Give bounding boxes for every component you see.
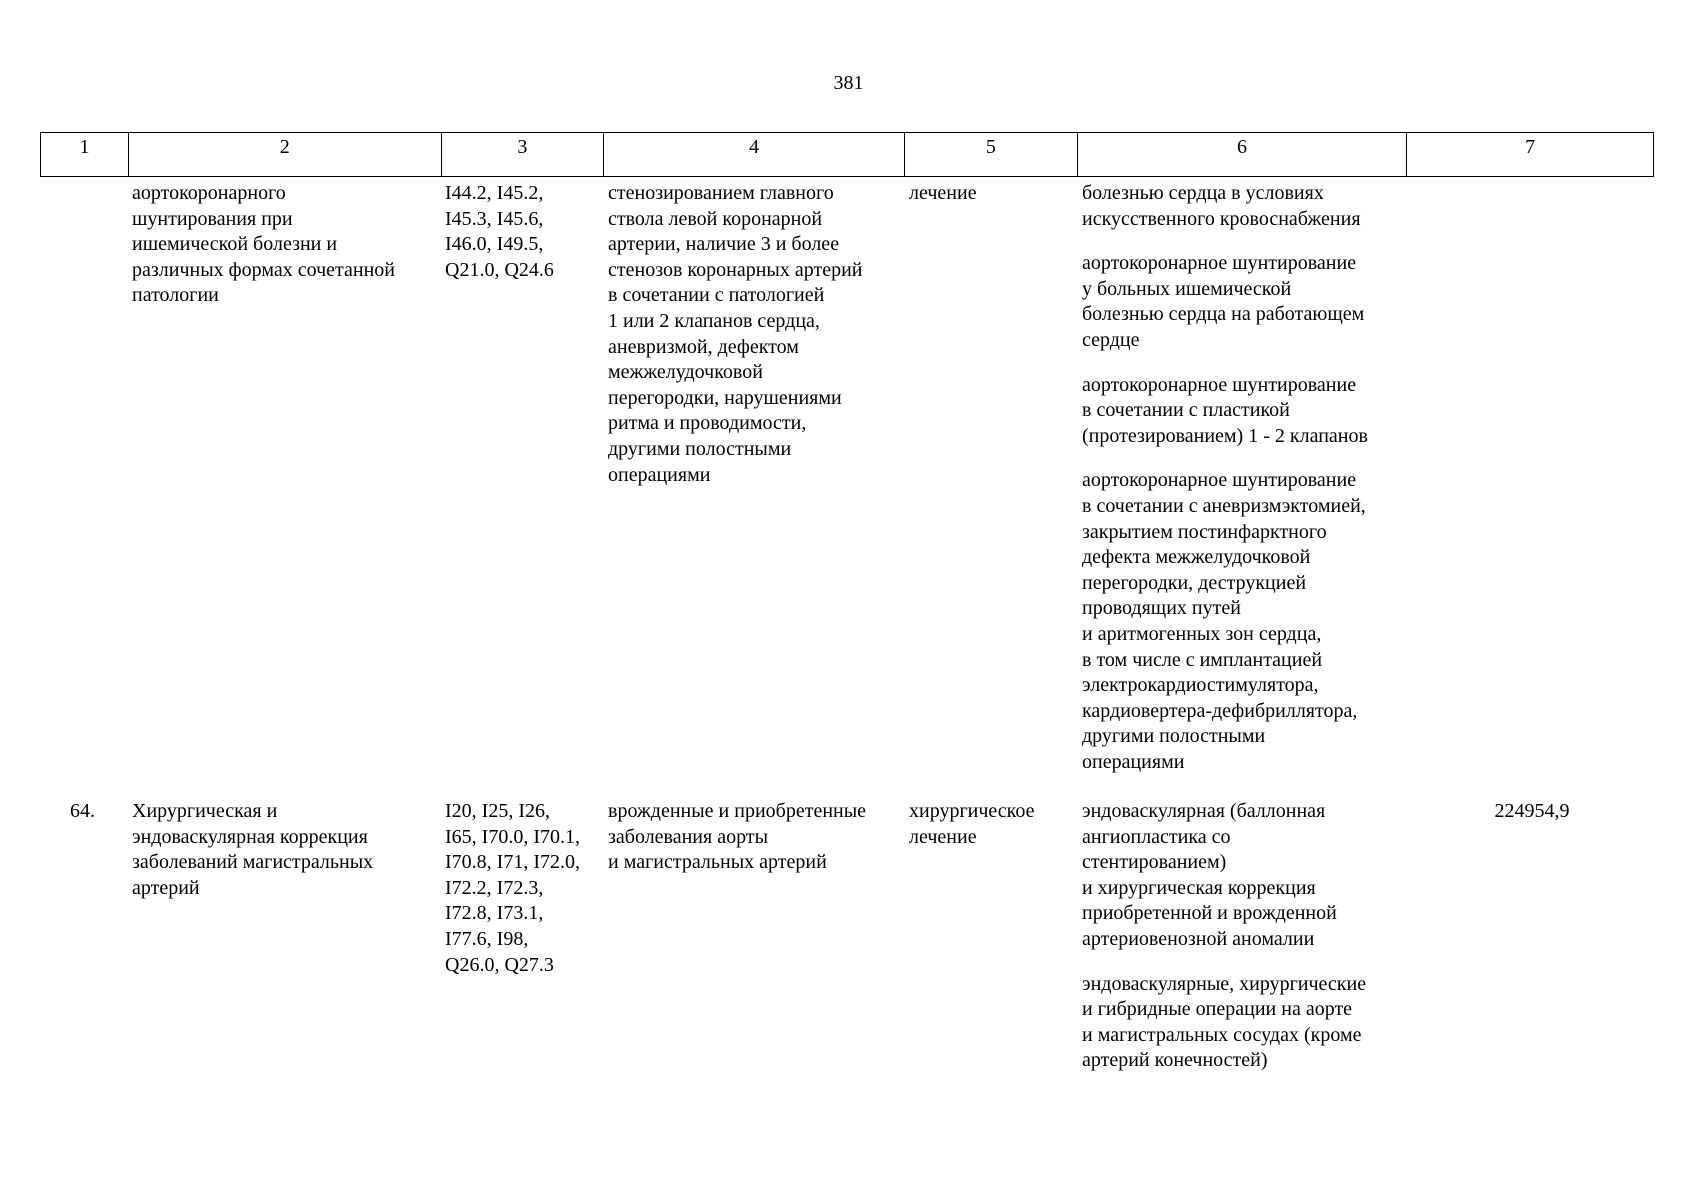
patient-model-line: заболевания аорты — [608, 825, 768, 848]
header-cell-6: 6 — [1077, 133, 1407, 176]
patient-model-line: врожденные и приобретенные — [608, 800, 867, 822]
patient-model-line: стенозированием главного — [608, 182, 834, 204]
method-line: и магистральных сосудах (кроме — [1082, 1023, 1362, 1046]
patient-model-line: и магистральных артерий — [608, 851, 827, 874]
procedure-name-line: Хирургическая и — [132, 800, 278, 822]
method-line: электрокардиостимулятора, — [1082, 674, 1319, 697]
method-paragraph — [1082, 181, 1405, 232]
method-paragraph — [1082, 799, 1405, 953]
treatment-type-line: лечение — [909, 182, 977, 204]
page-number: 381 — [833, 72, 864, 94]
header-cell-3: 3 — [441, 133, 604, 176]
method-line: стентированием) — [1082, 851, 1227, 874]
header-cell-4: 4 — [603, 133, 904, 176]
method-line: проводящих путей — [1082, 597, 1241, 620]
method-line: (протезированием) 1 - 2 клапанов — [1082, 424, 1368, 447]
header-cell-1: 1 — [79, 136, 90, 158]
method-line: болезнью сердца в условиях — [1082, 182, 1324, 204]
method-paragraph — [1082, 373, 1405, 450]
patient-model-line: другими полостными — [608, 437, 792, 460]
method-line: у больных ишемической — [1082, 277, 1292, 300]
method-line: искусственного кровоснабжения — [1082, 207, 1361, 230]
treatment-type-cell — [904, 799, 1077, 1074]
method-line: эндоваскулярные, хирургические — [1082, 972, 1367, 995]
table-row — [40, 181, 1654, 775]
icd-code-line: I72.8, I73.1, — [445, 902, 544, 925]
header-cell-5: 5 — [904, 133, 1077, 176]
method-line: эндоваскулярная (баллонная — [1082, 800, 1326, 822]
patient-model-line: ствола левой коронарной — [608, 207, 823, 230]
icd-code-line: I72.2, I72.3, — [445, 876, 544, 899]
method-line: закрытием постинфарктного — [1082, 520, 1327, 543]
method-line: аортокоронарное шунтирование — [1082, 252, 1357, 275]
method-line: в сочетании с аневризмэктомией, — [1082, 494, 1366, 517]
procedure-name-line: патологии — [132, 284, 219, 307]
method-line: и гибридные операции на аорте — [1082, 998, 1353, 1021]
patient-model-line: артерии, наличие 3 и более — [608, 233, 840, 256]
procedure-name-line: ишемической болезни и — [132, 233, 338, 256]
icd-code-line: I77.6, I98, — [445, 927, 529, 950]
table-header-row — [40, 132, 1654, 177]
patient-model-line: ритма и проводимости, — [608, 412, 807, 435]
header-cell-2: 2 — [128, 133, 441, 176]
icd-codes-cell — [440, 799, 603, 1074]
method-paragraph — [1082, 251, 1405, 353]
patient-model-line: аневризмой, дефектом — [608, 335, 799, 358]
method-line: перегородки, деструкцией — [1082, 571, 1307, 594]
icd-code-line: Q26.0, Q27.3 — [445, 953, 554, 976]
procedure-name-line: аортокоронарного — [132, 182, 286, 204]
patient-model-line: стенозов коронарных артерий — [608, 258, 863, 281]
method-line: кардиовертера-дефибриллятора, — [1082, 699, 1358, 722]
method-line: артериовенозной аномалии — [1082, 927, 1315, 950]
method-line: сердце — [1082, 328, 1140, 351]
cost-cell — [1407, 181, 1654, 775]
table-row — [40, 799, 1654, 1074]
icd-code-line: I70.8, I71, I72.0, — [445, 851, 580, 874]
treatment-methods-cell — [1077, 799, 1407, 1074]
method-paragraph — [1082, 468, 1405, 775]
method-line: ангиопластика со — [1082, 825, 1231, 848]
treatment-type-line: лечение — [909, 825, 977, 848]
icd-code-line: I44.2, I45.2, — [445, 182, 544, 204]
procedure-name-line: шунтирования при — [132, 207, 293, 230]
method-line: артерий конечностей) — [1082, 1049, 1268, 1072]
procedure-name-cell — [127, 799, 440, 1074]
procedure-name-line: артерий — [132, 876, 200, 899]
procedure-name-line: различных формах сочетанной — [132, 258, 395, 281]
row-number — [40, 181, 127, 775]
method-line: и аритмогенных зон сердца, — [1082, 622, 1322, 645]
patient-model-line: межжелудочковой — [608, 361, 763, 384]
treatment-type-cell — [904, 181, 1077, 775]
patient-model-line: в сочетании с патологией — [608, 284, 825, 307]
method-line: и хирургическая коррекция — [1082, 876, 1316, 899]
icd-codes-cell — [440, 181, 603, 775]
method-line: дефекта межжелудочковой — [1082, 546, 1311, 569]
icd-code-line: I46.0, I49.5, — [445, 233, 544, 256]
treatment-methods-cell — [1077, 181, 1407, 775]
treatment-type-line: хирургическое — [909, 800, 1035, 822]
procedure-name-cell — [127, 181, 440, 775]
icd-code-line: I45.3, I45.6, — [445, 207, 544, 230]
icd-code-line: I20, I25, I26, — [445, 800, 550, 822]
header-cell-7: 7 — [1406, 133, 1653, 176]
patient-model-line: 1 или 2 клапанов сердца, — [608, 309, 820, 332]
procedure-name-line: заболеваний магистральных — [132, 851, 374, 874]
method-line: болезнью сердца на работающем — [1082, 303, 1365, 326]
method-line: в том числе с имплантацией — [1082, 648, 1323, 671]
method-line: аортокоронарное шунтирование — [1082, 373, 1357, 396]
method-line: в сочетании с пластикой — [1082, 399, 1290, 422]
icd-code-line: Q21.0, Q24.6 — [445, 258, 554, 281]
procedure-name-line: эндоваскулярная коррекция — [132, 825, 368, 848]
method-line: приобретенной и врожденной — [1082, 902, 1337, 925]
method-paragraph — [1082, 972, 1405, 1074]
method-line: операциями — [1082, 750, 1185, 773]
icd-code-line: I65, I70.0, I70.1, — [445, 825, 580, 848]
patient-model-cell — [603, 181, 904, 775]
patient-model-cell — [603, 799, 904, 1074]
patient-model-line: операциями — [608, 463, 711, 486]
method-line: другими полостными — [1082, 725, 1266, 748]
method-line: аортокоронарное шунтирование — [1082, 469, 1357, 492]
patient-model-line: перегородки, нарушениями — [608, 386, 842, 409]
cost-cell: 224954,9 — [1494, 800, 1570, 822]
row-number: 64. — [70, 800, 95, 822]
